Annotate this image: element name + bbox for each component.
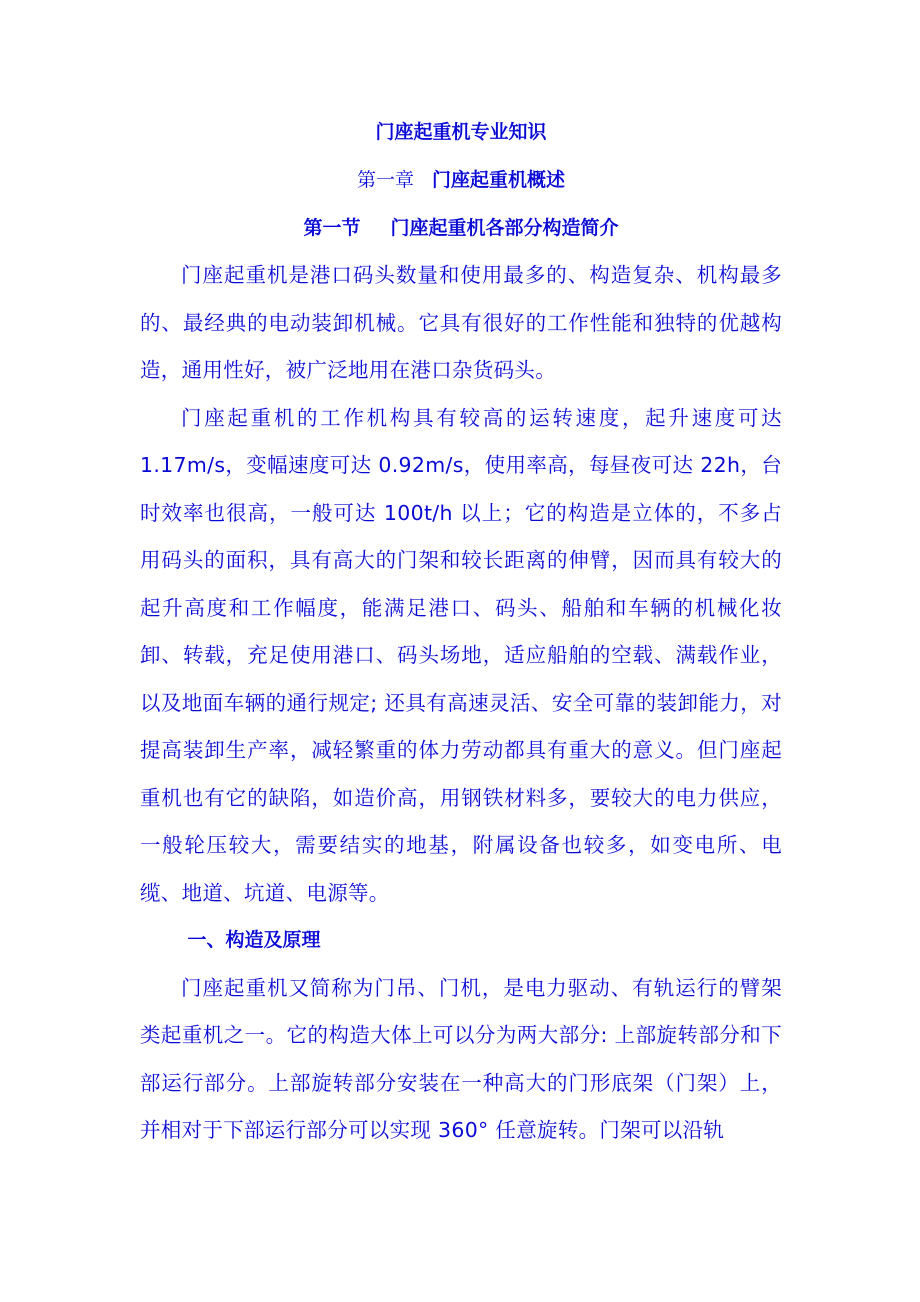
section-name: 门座起重机各部分构造简介	[390, 217, 619, 239]
document-content	[140, 118, 782, 1155]
section-number: 第一节	[303, 217, 361, 239]
chapter-number: 第一章	[356, 169, 414, 191]
document-title: 门座起重机专业知识	[375, 121, 547, 143]
chapter-heading	[140, 166, 782, 194]
body-paragraph-performance: 门座起重机的工作机构具有较高的运转速度，起升速度可达1.17m/s，变幅速度可达 0.92m/s，使用率高，每昼夜可达 22h，台时效率也很高，一般可达 100t/h 以上；它的构造是立体的，不多占用码头的面积，具有高大的门架和较长距离的伸臂，因而具有较大的起升高度和工作幅度，能满足港口、码头、船舶和车辆的机械化妆卸、转载，充足使用港口、码头场地，适应船舶的空载、满载作业，以及地面车辆的通行规定; 还具有高速灵活、安全可靠的装卸能力，对提高装卸生产率，减轻繁重的体力劳动都具有重大的意义。但门座起重机也有它的缺陷，如造价高，用钢铁材料多，要较大的电力供应，一般轮压较大，需要结实的地基，附属设备也较多，如变电所、电缆、地道、坑道、电源等。	[140, 405, 782, 905]
subsection-heading: 一、构造及原理	[187, 929, 321, 951]
body-paragraph-structure: 门座起重机又简称为门吊、门机，是电力驱动、有轨运行的臂架类起重机之一。它的构造大体上可以分为两大部分: 上部旋转部分和下部运行部分。上部旋转部分安装在一种高大的门形底架（门架）上，并相对于下部运行部分可以实现 360° 任意旋转。门架可以沿轨	[140, 975, 782, 1142]
section-heading	[140, 214, 782, 242]
chapter-name: 门座起重机概述	[432, 169, 566, 191]
body-paragraph-intro: 门座起重机是港口码头数量和使用最多的、构造复杂、机构最多的、最经典的电动装卸机械。它具有很好的工作性能和独特的优越构造，通用性好，被广泛地用在港口杂货码头。	[140, 263, 782, 382]
